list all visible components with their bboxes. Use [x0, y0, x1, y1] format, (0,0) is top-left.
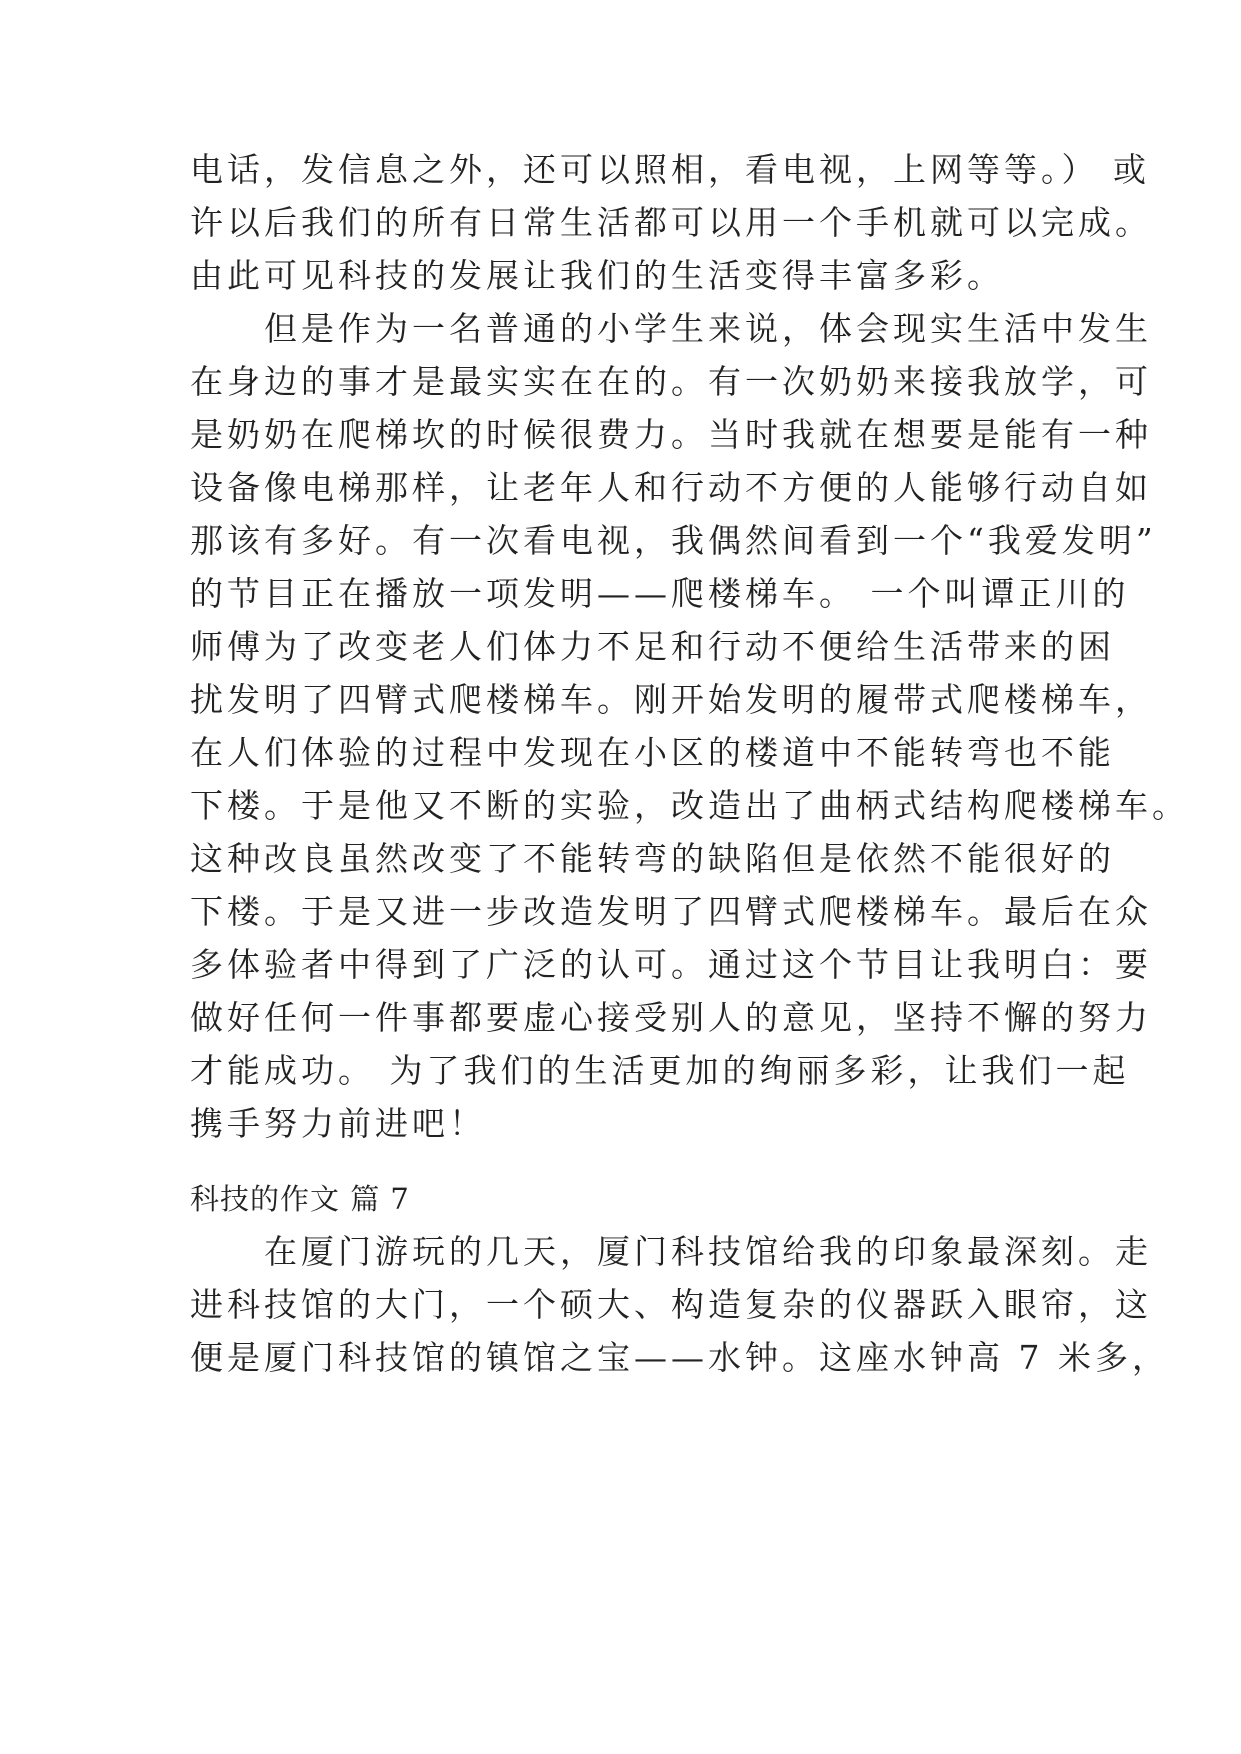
text-line: 设备像电梯那样，让老年人和行动不方便的人能够行动自如 [190, 468, 1152, 507]
text-line: 携手努力前进吧！ [190, 1104, 486, 1143]
text-line: 扰发明了四臂式爬楼梯车。刚开始发明的履带式爬楼梯车， [190, 680, 1152, 719]
text-line: 但是作为一名普通的小学生来说，体会现实生活中发生 [190, 309, 1152, 348]
text-line: 那该有多好。有一次看电视，我偶然间看到一个“我爱发明” [190, 521, 1157, 560]
text-line: 多体验者中得到了广泛的认可。通过这个节目让我明白：要 [190, 945, 1152, 984]
text-line: 才能成功。 为了我们的生活更加的绚丽多彩，让我们一起 [190, 1051, 1130, 1090]
text-line: 在厦门游玩的几天，厦门科技馆给我的印象最深刻。走 [190, 1232, 1152, 1271]
section-title: 科技的作文 篇 7 [190, 1182, 410, 1216]
text-line: 进科技馆的大门，一个硕大、构造复杂的仪器跃入眼帘，这 [190, 1285, 1152, 1324]
text-line: 由此可见科技的发展让我们的生活变得丰富多彩。 [190, 256, 1004, 295]
text-line: 便是厦门科技馆的镇馆之宝——水钟。这座水钟高 7 米多， [190, 1338, 1169, 1377]
text-line: 这种改良虽然改变了不能转弯的缺陷但是依然不能很好的 [190, 839, 1115, 878]
text-line: 是奶奶在爬梯坎的时候很费力。当时我就在想要是能有一种 [190, 415, 1152, 454]
text-line: 下楼。于是又进一步改造发明了四臂式爬楼梯车。最后在众 [190, 892, 1152, 931]
text-line: 在身边的事才是最实实在在的。有一次奶奶来接我放学，可 [190, 362, 1152, 401]
text-line: 做好任何一件事都要虚心接受别人的意见，坚持不懈的努力 [190, 998, 1152, 1037]
text-line: 的节目正在播放一项发明——爬楼梯车。 一个叫谭正川的 [190, 574, 1130, 613]
text-line: 师傅为了改变老人们体力不足和行动不便给生活带来的困 [190, 627, 1115, 666]
text-line: 电话，发信息之外，还可以照相，看电视，上网等等。） 或 [190, 150, 1150, 189]
text-line: 下楼。于是他又不断的实验，改造出了曲柄式结构爬楼梯车。 [190, 786, 1189, 825]
text-line: 许以后我们的所有日常生活都可以用一个手机就可以完成。 [190, 203, 1152, 242]
text-line: 在人们体验的过程中发现在小区的楼道中不能转弯也不能 [190, 733, 1115, 772]
